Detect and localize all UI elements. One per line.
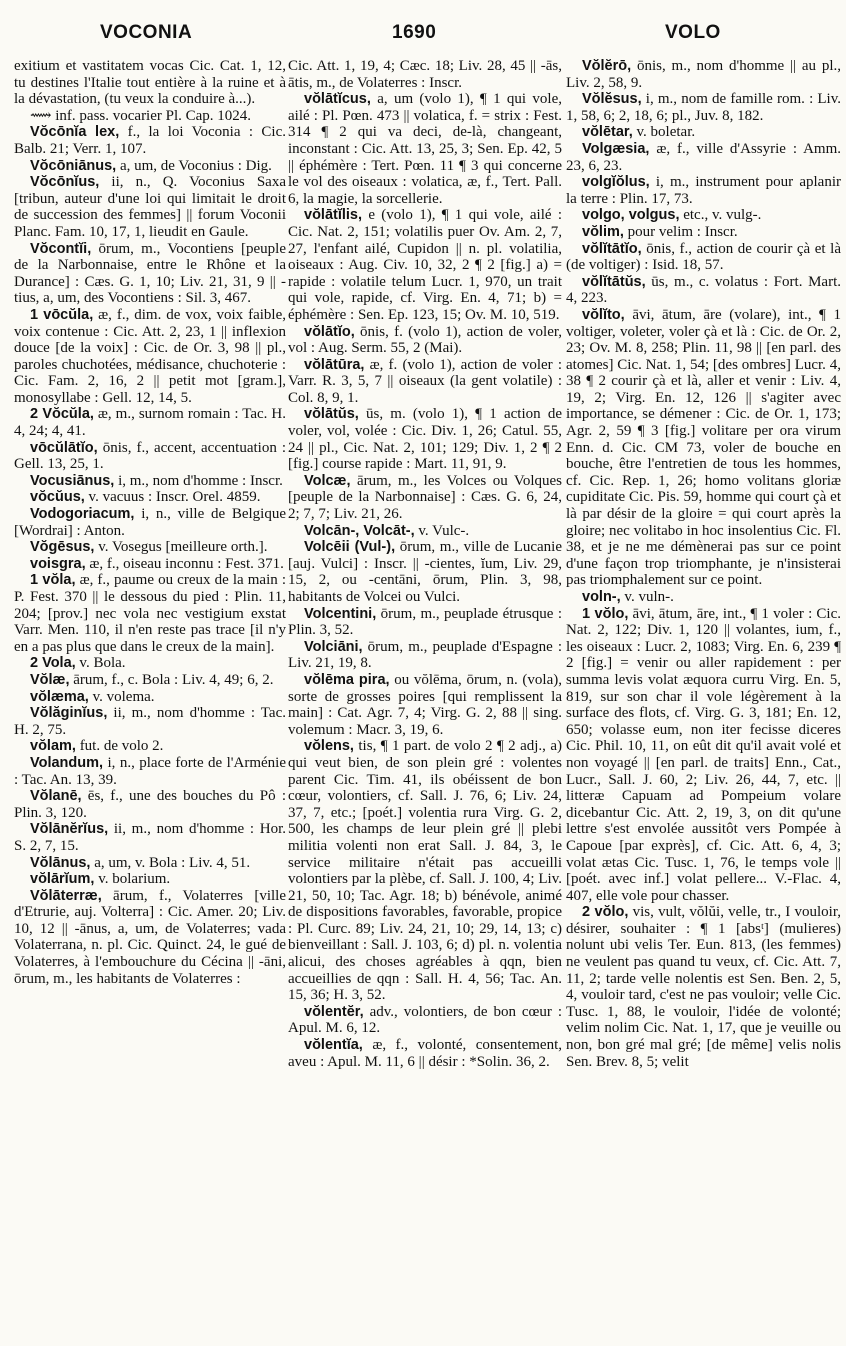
entry-headword: Vŏgēsus,: [30, 539, 95, 556]
entry-definition: ōrum, m., peuplade étrusque : Plin. 3, 52.: [288, 605, 562, 639]
entry-definition: ōrum, m., ville de Lucanie [auj. Vulci] : Inscr. || -cientes, ĭum, Liv. 29, 15, 2, ou -centāni, ōrum, Plin. 3, 98, habitants de Volcei ou Vulci.: [288, 539, 563, 605]
entry-headword: Vŏlăginĭus,: [30, 705, 108, 722]
dictionary-entry: [14, 174, 286, 240]
entry-headword: volgo, volgus,: [582, 207, 680, 224]
dictionary-entry: [288, 738, 562, 1004]
entry-headword: vŏcŭus,: [30, 489, 85, 506]
entry-definition: pour velim : Inscr.: [623, 223, 738, 240]
entry-definition: v. bolarium.: [94, 871, 171, 888]
entry-definition: ōnis, m., nom d'homme || au pl., Liv. 2, 58, 9.: [566, 58, 841, 91]
entry-headword: 2 Vola,: [30, 655, 76, 672]
entry-headword: Vocusiānus,: [30, 472, 115, 489]
dictionary-entry: [14, 672, 286, 689]
dictionary-entry: [14, 473, 286, 490]
dictionary-entry: [14, 705, 286, 738]
entry-definition: æ, f., volonté, consentement, aveu : Apul. M. 11, 6 || désir : *Solin. 36, 2.: [288, 1037, 562, 1070]
entry-definition: a, um, v. Bola : Liv. 4, 51.: [90, 854, 251, 871]
entry-headword: 1 vŏlo,: [582, 605, 629, 622]
entry-headword: Vŏcontĭi,: [30, 240, 92, 257]
dictionary-entry: [14, 689, 286, 706]
dictionary-entry: [566, 274, 841, 307]
header-right-guideword: VOLO: [665, 22, 721, 43]
dictionary-entry: [14, 158, 286, 175]
entry-definition: i, m., nom d'homme : Inscr.: [114, 472, 283, 489]
dictionary-entry: [14, 539, 286, 556]
dictionary-entry: [288, 1004, 562, 1037]
entry-definition: ii, m., nom d'homme : Hor. S. 2, 7, 15.: [14, 821, 286, 854]
entry-headword: Volandum,: [30, 754, 104, 771]
dictionary-entry: [566, 307, 841, 589]
dictionary-entry: [14, 307, 286, 407]
dictionary-entry: [288, 207, 562, 323]
entry-definition: ou vŏlēma, ōrum, n. (vola), sorte de grosses poires [qui remplissent la main] : Cat. Agr. 7, 4; Virg. G. 2, 88 || sing. volemum : Macr. 3, 19, 6.: [288, 671, 562, 738]
entry-headword: 1 vōcŭla,: [30, 306, 94, 323]
entry-headword: Volciāni,: [304, 638, 363, 655]
entry-definition: ārum, f., c. Bola : Liv. 4, 49; 6, 2.: [69, 671, 274, 688]
entry-definition: æ, f., dim. de vox, voix faible, voix contenue : Cic. Att. 2, 23, 1 || inflexion douce [de la voix] : Cic. de Or. 3, 98 || pl., paroles chuchotées, médisance, chuchoterie : Cic. Fam. 2, 16, 2 || petit mot [gram.], monosyllabe : Gell. 12, 14, 5.: [14, 306, 286, 406]
entry-definition: v. boletar.: [632, 124, 696, 141]
entry-definition: āvi, ātum, āre, int., ¶ 1 voler : Cic. Nat. 2, 122; Div. 1, 120 || volantes, ium, f., les oiseaux : Lucr. 2, 1083; Virg. En. 6, 239 ¶ 2 [fig.] = venir ou aller rapidement : per summa levis volat æquora curru Virg. En. 5, 819, sur son char il vole légèrement à la surface des flots, cf. Virg. G. 3, 181; En. 12, 650; volasse eum, non iter fecisse diceres Cic. Phil. 10, 11, on eût dit qu'il avait volé et non voyagé || [en parl. de traits] Enn., Cat., Lucr., Sall. J. 60, 2; Liv. 26, 44, 7, etc. || litteræ Capuam ad Pompeium volare dicebantur Cic. Att. 2, 19, 3, on dit qu'une lettre s'est envolée aussitôt vers Pompée à Capoue [par exprès], cf. Cic. Att. 6, 4, 3; volat ætas Cic. Tusc. 1, 76, le temps vole || [poét. avec inf.] volat pellere... V.-Flac. 4, 407, elle vole pour chasser.: [566, 605, 841, 904]
column-right: [566, 58, 841, 1070]
entry-headword: vŏlentĭa,: [304, 1037, 363, 1054]
entry-headword: vŏlens,: [304, 738, 354, 755]
entry-definition: ōnis, f., action de courir çà et là (de voltiger) : Isid. 18, 57.: [566, 240, 841, 274]
dictionary-entry: [14, 440, 286, 473]
dictionary-entry: [566, 904, 841, 1070]
entry-headword: Volgæsia,: [582, 140, 650, 157]
dictionary-entry: [288, 672, 562, 738]
entry-headword: 2 Vŏcŭla,: [30, 406, 94, 423]
entry-headword: vŏlĭto,: [582, 306, 625, 323]
dictionary-entry: [14, 655, 286, 672]
dictionary-entry: [14, 241, 286, 307]
entry-headword: vŏlĭtātŭs,: [582, 273, 646, 290]
entry-definition: ōnis, f. (volo 1), action de voler, vol : Aug. Serm. 55, 2 (Mai).: [288, 323, 562, 357]
entry-definition: ⟿ inf. pass. vocarier Pl. Cap. 1024.: [30, 107, 252, 124]
entry-headword: Vŏlĕrō,: [582, 58, 632, 74]
entry-definition: v. Vosegus [meilleure orth.].: [94, 539, 268, 556]
dictionary-entry: [566, 141, 841, 174]
dictionary-entry: [14, 871, 286, 888]
entry-headword: voln-,: [582, 589, 621, 605]
dictionary-entry: [14, 556, 286, 573]
entry-headword: Vŏlānus,: [30, 854, 91, 871]
entry-definition: æ, f., paume ou creux de la main : P. Fest. 370 || le dessous du pied : Plin. 11, 204; [prov.] nec vola nec vestigium exstat Varr. Men. 110, il n'en reste pas trace [il n'y en a pas plus que dans le creux de la main].: [14, 572, 287, 655]
dictionary-entry: [14, 108, 286, 125]
dictionary-entry: [566, 589, 841, 606]
entry-headword: vŏlātŭs,: [304, 406, 359, 423]
entry-headword: Vŏlāterræ,: [30, 887, 102, 904]
dictionary-entry: [14, 821, 286, 854]
entry-headword: Vŏlæ,: [30, 671, 70, 688]
dictionary-entry: [14, 506, 286, 539]
dictionary-entry: [288, 1037, 562, 1070]
entry-headword: vŏlentĕr,: [304, 1003, 364, 1020]
dictionary-entry: [566, 124, 841, 141]
entry-definition: a, um (volo 1), ¶ 1 qui vole, ailé : Pl. Pœn. 473 || volatica, f. = strix : Fest. 314 ¶ 2 qui va deci, de-là, changeant, inconstant : Cic. Att. 13, 25, 3; Sen. Ep. 42, 5 || éphémère : Tert. Pœn. 11 ¶ 3 qui concerne le vol des oiseaux : volatica, æ, f., Tert. Pall. 6, la magie, la sorcellerie.: [288, 91, 562, 207]
entry-headword: Volcæ,: [304, 472, 351, 489]
entry-definition: æ, f., oiseau inconnu : Fest. 371.: [85, 555, 284, 572]
entry-headword: vŏlētar,: [582, 124, 633, 141]
entry-headword: vŏlātĭcus,: [304, 91, 371, 108]
entry-headword: Volcān-, Volcāt-,: [304, 522, 415, 539]
dictionary-entry: [566, 606, 841, 905]
dictionary-entry: [288, 473, 562, 523]
entry-definition: adv., volontiers, de bon cœur : Apul. M. 6, 12.: [288, 1003, 562, 1037]
entry-definition: v. vacuus : Inscr. Orel. 4859.: [84, 489, 261, 506]
entry-headword: Volcēii (Vul-),: [304, 539, 396, 556]
dictionary-entry: [14, 58, 286, 108]
entry-definition: ii, m., nom d'homme : Tac. H. 2, 75.: [14, 705, 286, 738]
entry-headword: Vŏcōnĭa lex,: [30, 124, 120, 141]
dictionary-entry: [14, 888, 286, 988]
entry-headword: vŏlātĭo,: [304, 323, 355, 340]
entry-headword: Vŏlanē,: [30, 788, 82, 805]
entry-definition: v. vuln-.: [620, 589, 674, 605]
entry-headword: vŏlātūra,: [304, 356, 365, 373]
entry-headword: voisgra,: [30, 555, 86, 572]
entry-definition: fut. de volo 2.: [75, 738, 164, 755]
entry-definition: æ, m., surnom romain : Tac. H. 4, 24; 4, 41.: [14, 406, 286, 440]
entry-headword: Vŏcōniānus,: [30, 157, 117, 174]
entry-definition: v. Vulc-.: [414, 522, 470, 539]
dictionary-entry: [14, 124, 286, 157]
entry-definition: tis, ¶ 1 part. de volo 2 ¶ 2 adj., a) qui veut bien, de son plein gré : volentes parent Cic. Tim. 41, ils obéissent de bon cœur, volontiers, cf. Sall. J. 76, 6; Liv. 24, 37, 7, etc.; [poét.] volentia rura Virg. G. 2, 500, les champs de leur plein gré || plebi militia volenti non erat Sall. J. 84, 3, le service militaire n'était pas accueilli volontiers par la plèbe, cf. Sall. J. 100, 4; Liv. 21, 50, 10; Tac. Agr. 18; b) bénévole, animé de dispositions favorables, favorable, propice : Pl. Curc. 89; Liv. 24, 21, 10; 29, 14, 13; c) bienveillant : Sall. J. 103, 6; d) pl. n. volentia alicui, des choses agréables à qqn, bien accueillies de qqn : Sall. H. 4, 56; Tac. An. 15, 36; H. 3, 52.: [288, 738, 562, 1004]
dictionary-entry: [288, 357, 562, 407]
entry-definition: ārum, m., les Volces ou Volques [peuple de la Narbonnaise] : Cæs. G. 6, 24, 2; 7, 7; Liv. 21, 26.: [288, 472, 562, 523]
page-number: 1690: [392, 22, 437, 43]
column-middle: [288, 58, 562, 1070]
dictionary-entry: [288, 639, 562, 672]
dictionary-entry: [288, 58, 562, 91]
dictionary-entry: [566, 58, 841, 91]
entry-definition: æ, f., ville d'Assyrie : Amm. 23, 6, 23.: [566, 140, 841, 174]
dictionary-entry: [14, 788, 286, 821]
entry-headword: vŏlĭtātĭo,: [582, 240, 642, 257]
dictionary-entry: [14, 572, 286, 655]
entry-definition: e (volo 1), ¶ 1 qui vole, ailé : Cic. Nat. 2, 151; volatilis puer Ov. Am. 2, 7, 27, l'enfant ailé, Cupidon || n. pl. volatilia, oiseaux : Aug. Civ. 10, 32, 2 ¶ 2 [fig.] a) = rapide : volatile telum Lucr. 1, 970, un trait qui vole, rapide, cf. Virg. En. 4, 71; b) = éphémère : Sen. Ep. 123, 15; Ov. M. 10, 519.: [288, 207, 562, 323]
entry-headword: Vŏlānĕrĭus,: [30, 821, 109, 838]
entry-definition: etc., v. vulg-.: [679, 207, 762, 224]
entry-headword: vŏlārĭum,: [30, 871, 95, 888]
dictionary-entry: [288, 539, 562, 605]
entry-definition: i, m., instrument pour aplanir la terre : Plin. 17, 73.: [566, 174, 841, 207]
entry-definition: v. volema.: [88, 688, 155, 705]
dictionary-entry: [288, 91, 562, 207]
entry-headword: vŏlim,: [582, 223, 624, 240]
entry-headword: vŏlam,: [30, 738, 76, 755]
dictionary-entry: [14, 755, 286, 788]
entry-definition: i, m., nom de famille rom. : Liv. 1, 58, 6; 2, 18, 6; pl., Juv. 8, 182.: [566, 91, 841, 124]
dictionary-entry: [288, 606, 562, 639]
dictionary-entry: [566, 207, 841, 224]
column-left: [14, 58, 286, 987]
dictionary-entry: [566, 174, 841, 207]
dictionary-entry: [14, 738, 286, 755]
entry-definition: f., la loi Voconia : Cic. Balb. 21; Verr. 1, 107.: [14, 124, 287, 157]
dictionary-entry: [14, 489, 286, 506]
page-header: [0, 8, 846, 52]
header-left-guideword: VOCONIA: [100, 22, 193, 43]
entry-headword: vŏlæma,: [30, 688, 89, 705]
dictionary-entry: [288, 324, 562, 357]
entry-definition: vis, vult, vŏlŭi, velle, tr., I vouloir, désirer, souhaiter : ¶ 1 [absᵗ] (mulieres) nolunt ubi velis Ter. Eun. 813, (les femmes) ne veulent pas quand tu veux, cf. Cic. Att. 7, 11, 2; tarde velle nolentis est Sen. Ben. 2, 5, 4, vouloir tard, c'est ne pas vouloir; velle Cic. Tusc. 1, 88, le vouloir, l'idée de volonté; velim nolim Cic. Nat. 1, 17, que je veuille ou non, bon gré mal gré; [de même] velis nolis Sen. Brev. 8, 5; velit: [566, 904, 841, 1070]
entry-definition: ōnis, f., accent, accentuation : Gell. 13, 25, 1.: [14, 439, 286, 473]
entry-definition: āvi, ātum, āre (volare), int., ¶ 1 voltiger, voleter, voler çà et là : Cic. de Or. 2, 23; Ov. M. 8, 258; Plin. 11, 98 || [en parl. des atomes] Cic. Nat. 1, 54; [des ombres] Lucr. 4, 38 ¶ 2 courir çà et là, aller et venir : Liv. 4, 19, 2; Virg. En. 12, 126 || s'agiter avec importance, se démener : Cic. de Or. 1, 173; Agr. 2, 59 ¶ 3 [fig.] volitare per ora virum Enn. d. Cic. CM 73, voler de bouche en bouche, être l'entretien de tous les hommes, cf. Cic. Rep. 1, 26; homo volitans gloriæ cupiditate Cic. Pis. 59, homme qui court çà et là par désir de la gloire = qui court après la gloire; nec volitabo in hoc insolentius Cic. Fl. 38, et je ne me démènerai pas sur ce point d'une façon trop triomphante, je n'insisterai pas triomphalement sur ce point.: [566, 306, 841, 589]
entry-headword: Vŏlĕsus,: [582, 91, 642, 108]
dictionary-entry: [566, 241, 841, 274]
entry-headword: 1 vŏla,: [30, 572, 76, 589]
entry-definition: ii, n., Q. Voconius Saxa [tribun, auteur d'une loi qui limitait le droit de succession des femmes] || forum Voconii Planc. Fam. 10, 17, 1, lieudit en Gaule.: [14, 174, 286, 240]
dictionary-entry: [566, 91, 841, 124]
entry-headword: 2 vŏlo,: [582, 904, 629, 921]
entry-headword: Vodogoriacum,: [30, 506, 135, 523]
entry-definition: v. Bola.: [75, 655, 126, 672]
entry-definition: i, n., place forte de l'Arménie : Tac. An. 13, 39.: [14, 754, 286, 788]
entry-definition: ēs, f., une des bouches du Pô : Plin. 3, 120.: [14, 788, 286, 821]
entry-definition: ūs, m. (volo 1), ¶ 1 action de voler, vol, volée : Cic. Div. 1, 26; Catul. 55, 24 || pl., Cic. Nat. 2, 101; 129; Div. 1, 2 ¶ 2 [fig.] course rapide : Mart. 11, 91, 9.: [288, 406, 562, 473]
entry-headword: vŏlēma pira,: [304, 671, 390, 688]
entry-headword: volgĭŏlus,: [582, 174, 650, 191]
dictionary-entry: [566, 224, 841, 241]
entry-definition: exitium et vastitatem vocas Cic. Cat. 1, 12, tu destines l'Italie tout entière à la ruine et à la dévastation, (tu veux la conduire à...).: [14, 58, 286, 108]
entry-definition: æ, f. (volo 1), action de voler : Varr. R. 3, 5, 7 || oiseaux (la gent volatile) : Col. 8, 9, 1.: [288, 356, 562, 406]
entry-definition: ūs, m., c. volatus : Fort. Mart. 4, 223.: [566, 273, 841, 307]
entry-definition: i, n., ville de Belgique [Wordrai] : Anton.: [14, 506, 286, 539]
entry-definition: ōrum, m., Vocontiens [peuple de la Narbonnaise, entre le Rhône et la Durance] : Cæs. G. 1, 10; Liv. 21, 31, 9 || -tius, a, um, des Vocontiens : Sil. 3, 467.: [14, 240, 286, 307]
entry-headword: vŏlātĭlis,: [304, 207, 363, 224]
entry-definition: ōrum, m., peuplade d'Espagne : Liv. 21, 19, 8.: [288, 638, 562, 672]
entry-headword: Vŏcōnĭus,: [30, 174, 100, 191]
entry-definition: ārum, f., Volaterres [ville d'Etrurie, auj. Volterra] : Cic. Amer. 20; Liv. 10, 12 || -ānus, a, um, de Volaterres; vada Volaterrana, n. pl. Cic. Quinct. 24, le gué de Volaterres, à l'embouchure du Cécina || -āni, ōrum, m., les habitants de Volaterres :: [14, 887, 286, 987]
dictionary-entry: [14, 855, 286, 872]
dictionary-entry: [288, 406, 562, 472]
dictionary-entry: [288, 523, 562, 540]
entry-headword: vōcŭlātĭo,: [30, 439, 98, 456]
entry-headword: Volcentini,: [304, 605, 377, 622]
dictionary-entry: [14, 406, 286, 439]
entry-definition: Cic. Att. 1, 19, 4; Cæc. 18; Liv. 28, 45 || -ās, ātis, m., de Volaterres : Inscr.: [288, 58, 562, 91]
entry-definition: a, um, de Voconius : Dig.: [116, 157, 272, 174]
